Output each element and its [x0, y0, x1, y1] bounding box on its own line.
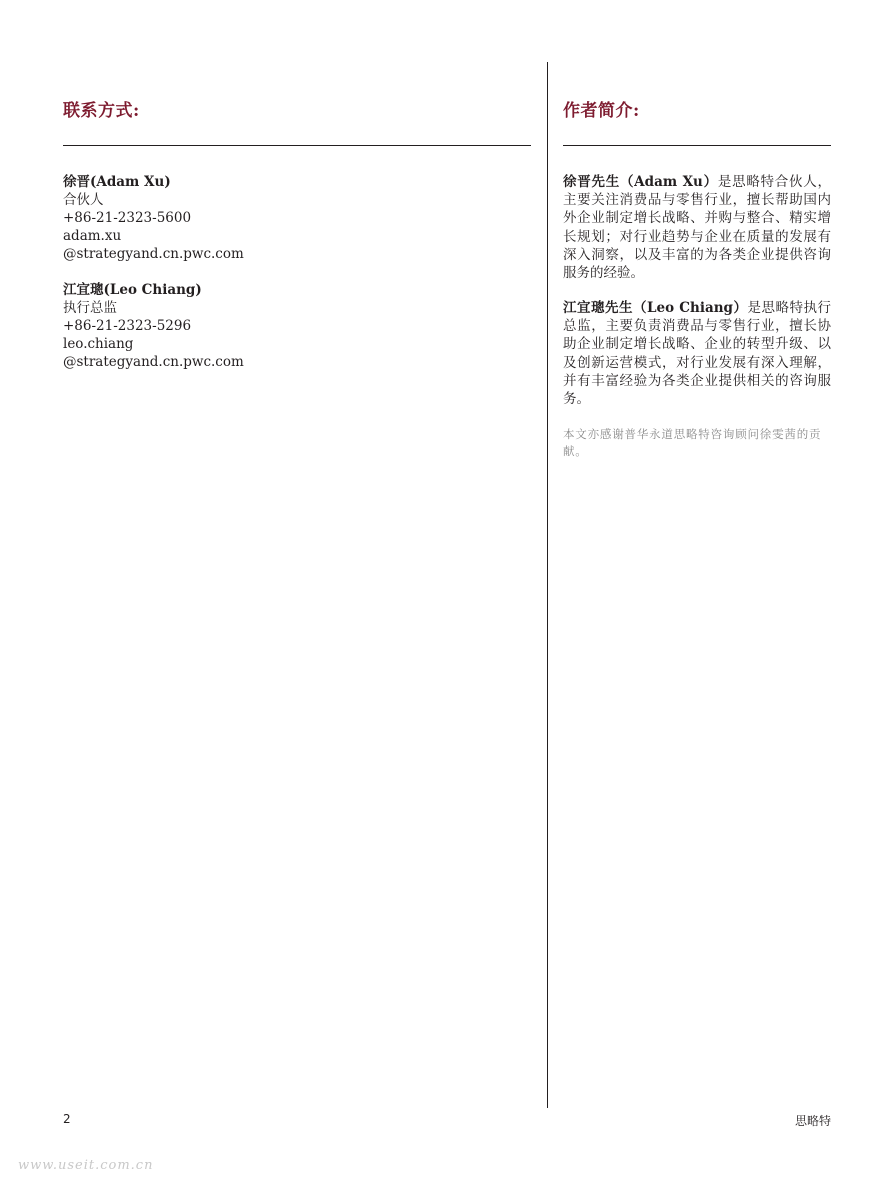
- contact-phone: +86-21-2323-5296: [63, 318, 192, 334]
- contact-email-user[interactable]: adam.xu: [63, 228, 122, 244]
- contact-card: [63, 281, 523, 371]
- author-bio: [563, 173, 831, 282]
- author-rule: [563, 145, 831, 146]
- column-divider: [547, 62, 548, 1108]
- contact-title: 执行总监: [63, 300, 117, 316]
- contact-email-user[interactable]: leo.chiang: [63, 336, 134, 352]
- watermark: www.useit.com.cn: [18, 1158, 154, 1173]
- author-bio-text: 是思略特执行总监，主要负责消费品与零售行业，擅长协助企业制定增长战略、企业的转型升级、以及创新运营模式，对行业发展有深入理解，并有丰富经验为各类企业提供相关的咨询服务。: [563, 300, 832, 408]
- author-bio-text: 是思略特合伙人，主要关注消费品与零售行业，擅长帮助国内外企业制定增长战略、并购与整合、精实增长规划；对行业趋势与企业在质量的发展有深入洞察，以及丰富的为各类企业提供咨询服务的经验。: [563, 174, 832, 282]
- contact-card: [63, 173, 523, 263]
- author-bio-name: 徐晋先生（Adam Xu）: [563, 174, 718, 190]
- footer-brand: 思略特: [795, 1114, 832, 1128]
- contact-email-domain[interactable]: @strategyand.cn.pwc.com: [63, 246, 244, 262]
- contact-phone: +86-21-2323-5600: [63, 210, 192, 226]
- contact-rule: [63, 145, 531, 146]
- acknowledgement-text: 本文亦感谢普华永道思略特咨询顾问徐雯茜的贡献。: [563, 427, 822, 458]
- contact-email-domain[interactable]: @strategyand.cn.pwc.com: [63, 354, 244, 370]
- author-bio-name: 江宜璁先生（Leo Chiang）: [563, 300, 748, 316]
- contact-title: 合伙人: [63, 192, 104, 208]
- page-number: 2: [63, 1112, 71, 1126]
- author-heading: 作者简介:: [563, 101, 640, 121]
- contact-name: 徐晋(Adam Xu): [63, 174, 171, 190]
- contact-name: 江宜璁(Leo Chiang): [63, 282, 202, 298]
- author-bio: [563, 299, 831, 408]
- contact-heading: 联系方式:: [63, 101, 140, 121]
